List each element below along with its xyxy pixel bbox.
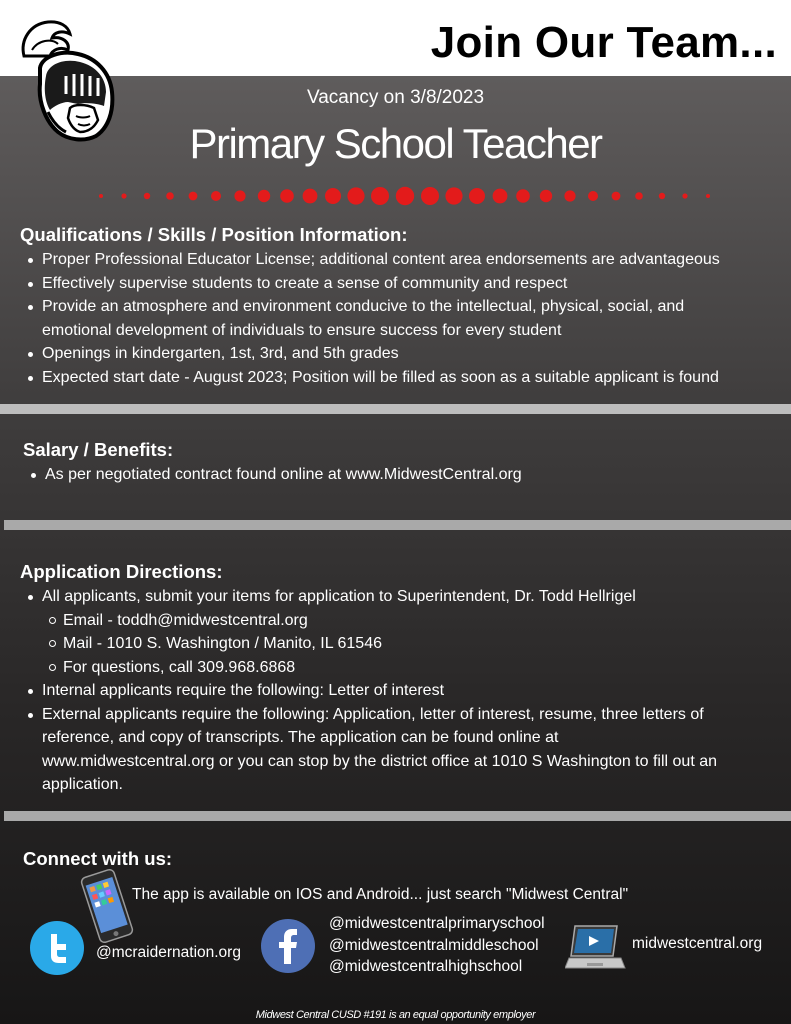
- app-availability-text: The app is available on IOS and Android... just search "Midwest Central": [132, 886, 629, 903]
- decorative-dot-divider: [96, 184, 716, 208]
- twitter-handle[interactable]: @mcraidernation.org: [96, 944, 241, 961]
- facebook-icon[interactable]: [260, 918, 316, 974]
- website-link[interactable]: midwestcentral.org: [632, 935, 763, 952]
- position-title: Primary School Teacher: [189, 120, 602, 167]
- list-item: Effectively supervise students to create a sense of community and respect: [21, 272, 781, 296]
- list-item: Internal applicants require the following: Letter of interest: [21, 679, 721, 703]
- connect-heading: Connect with us:: [23, 848, 173, 869]
- facebook-page-middle[interactable]: @midwestcentralmiddleschool: [329, 937, 539, 954]
- facebook-page-high[interactable]: @midwestcentralhighschool: [329, 958, 523, 975]
- salary-list: [24, 463, 764, 487]
- application-list: [21, 585, 721, 797]
- list-subitem: Mail - 1010 S. Washington / Manito, IL 61546: [21, 632, 721, 656]
- top-banner: [0, 0, 791, 76]
- twitter-icon[interactable]: [29, 920, 85, 976]
- vacancy-date: Vacancy on 3/8/2023: [306, 87, 485, 108]
- salary-heading: Salary / Benefits:: [23, 439, 174, 460]
- phone-icon: [78, 868, 136, 944]
- list-item: Proper Professional Educator License; additional content area endorsements are advantageous: [21, 248, 781, 272]
- facebook-page-primary[interactable]: @midwestcentralprimaryschool: [329, 915, 545, 932]
- qualifications-heading: Qualifications / Skills / Position Information:: [20, 224, 408, 245]
- list-item: As per negotiated contract found online at www.MidwestCentral.org: [24, 463, 764, 487]
- list-subitem: Email - toddh@midwestcentral.org: [21, 609, 721, 633]
- list-item: External applicants require the following: Application, letter of interest, resume, three letters of reference, and copy of transcripts. The application can be found online at www.midwestcentral.org or you can stop by the district office at 1010 S Washington to fill out an application.: [21, 703, 721, 797]
- qualifications-list: [21, 248, 781, 389]
- list-item: Provide an atmosphere and environment conducive to the intellectual, physical, social, and emotional development of individuals to ensure success for every student: [21, 295, 742, 342]
- laptop-icon: [565, 922, 627, 972]
- list-subitem: For questions, call 309.968.6868: [21, 656, 721, 680]
- list-item: Expected start date - August 2023; Position will be filled as soon as a suitable applicant is found: [21, 366, 781, 390]
- list-item: All applicants, submit your items for application to Superintendent, Dr. Todd Hellrigel: [21, 585, 721, 609]
- page-title: Join Our Team...: [430, 18, 777, 67]
- application-heading: Application Directions:: [20, 561, 223, 582]
- list-item: Openings in kindergarten, 1st, 3rd, and 5th grades: [21, 342, 781, 366]
- footer-eoe: Midwest Central CUSD #191 is an equal opportunity employer: [255, 1009, 536, 1021]
- section-divider: [4, 811, 791, 821]
- section-divider: [0, 404, 791, 414]
- section-divider: [4, 520, 791, 530]
